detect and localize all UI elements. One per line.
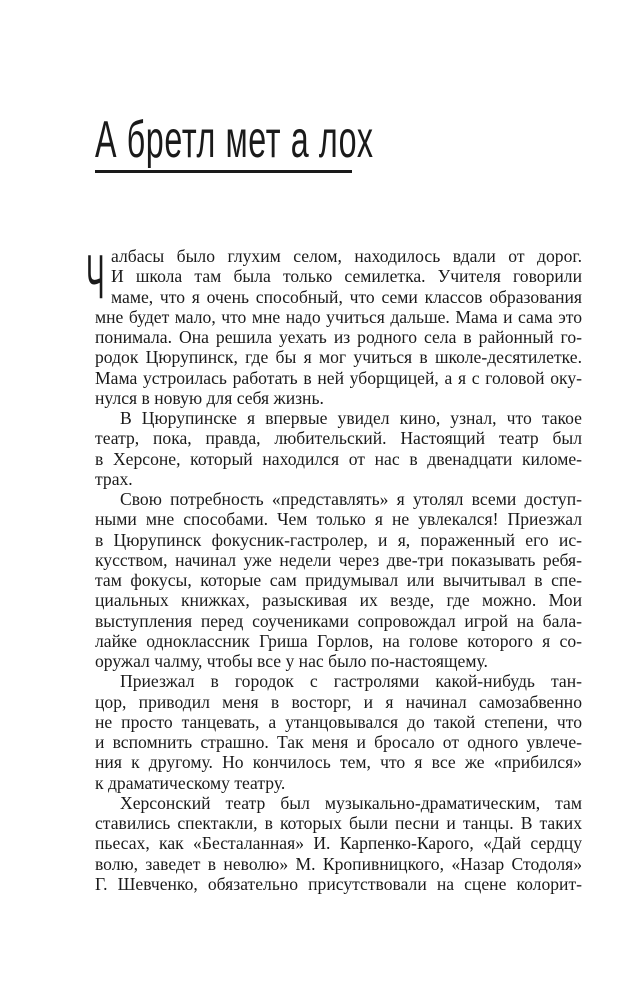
- text-line: Херсонский театр был музыкально-драматическим, там: [120, 792, 582, 813]
- text-line: Приезжал в городок с гастролями какой-нибудь тан-: [120, 671, 582, 692]
- text-line: ния к другому. Но кончилось тем, что я все же «прибился»: [95, 752, 582, 773]
- text-line: в Херсоне, который находился от нас в двенадцати киломе-: [95, 448, 582, 469]
- text-line: понимала. Она решила уехать из родного села в районный го-: [95, 327, 582, 347]
- paragraph: [95, 408, 582, 489]
- text-line: к драматическому театру.: [95, 772, 286, 793]
- text-line: оружал чалму, чтобы все у нас было по-настоящему.: [95, 651, 488, 671]
- text-line: циальных книжках, разыскивая их везде, где можно. Мои: [95, 590, 582, 611]
- text-line: маме, что я очень способный, что семи классов образования: [111, 286, 582, 307]
- text-line: и вспомнить страшно. Так меня и бросало от одного увлече-: [95, 732, 582, 752]
- paragraph: [95, 793, 582, 894]
- text-line: пьесах, как «Бесталанная» И. Карпенко-Карого, «Дай сердцу: [95, 833, 582, 854]
- text-line: цор, приводил меня в восторг, и я начинал самозабвенно: [95, 691, 582, 712]
- text-line: И школа там была только семилетка. Учителя говорили: [111, 266, 582, 287]
- chapter-title-text: А бретл мет а лох: [95, 111, 374, 169]
- text-line: Г. Шевченко, обязательно присутствовали на сцене колорит-: [95, 873, 582, 894]
- text-line: кусством, начинал уже недели через две-три показывать ребя-: [95, 549, 582, 570]
- text-line: родок Цюрупинск, где бы я мог учиться в школе-десятилетке.: [95, 347, 582, 368]
- chapter-title: [95, 111, 374, 173]
- text-line: ными мне способами. Чем только я не увлекался! Приезжал: [95, 509, 582, 530]
- text-line: волю, заведет в неволю» М. Кропивницкого, «Назар Стодоля»: [95, 853, 582, 874]
- text-line: там фокусы, которые сам придумывал или вычитывал в спе-: [95, 570, 582, 590]
- text-line: албасы было глухим селом, находилось вдали от дорог.: [111, 246, 582, 266]
- text-line: Свою потребность «представлять» я утолял всеми доступ-: [120, 489, 582, 509]
- text-line: выступления перед соучениками сопровождал игрой на бала-: [95, 610, 582, 631]
- text-line: В Цюрупинске я впервые увидел кино, узнал, что такое: [120, 408, 582, 428]
- text-line: лайке одноклассник Гриша Горлов, на голове которого я со-: [95, 630, 582, 651]
- paragraph: [95, 246, 582, 408]
- body-text: [95, 246, 582, 894]
- text-line: Мама устроилась работать в ней уборщицей, а я с головой оку-: [95, 367, 582, 388]
- text-line: ставились спектакли, в которых были песни и танцы. В таких: [95, 813, 582, 833]
- text-line: мне будет мало, что мне надо учиться дальше. Мама и сама это: [95, 306, 582, 327]
- text-line: в Цюрупинск фокусник-гастролер, и я, пораженный его ис-: [95, 529, 582, 550]
- text-line: не просто танцевать, а утанцовывался до такой степени, что: [95, 711, 582, 732]
- drop-cap-letter: Ч: [86, 243, 105, 312]
- paragraph: [95, 671, 582, 793]
- text-line: театр, пока, правда, любительский. Настоящий театр был: [95, 428, 582, 449]
- text-line: нулся в новую для себя жизнь.: [95, 387, 324, 408]
- text-line: трах.: [95, 468, 133, 489]
- paragraph: [95, 489, 582, 671]
